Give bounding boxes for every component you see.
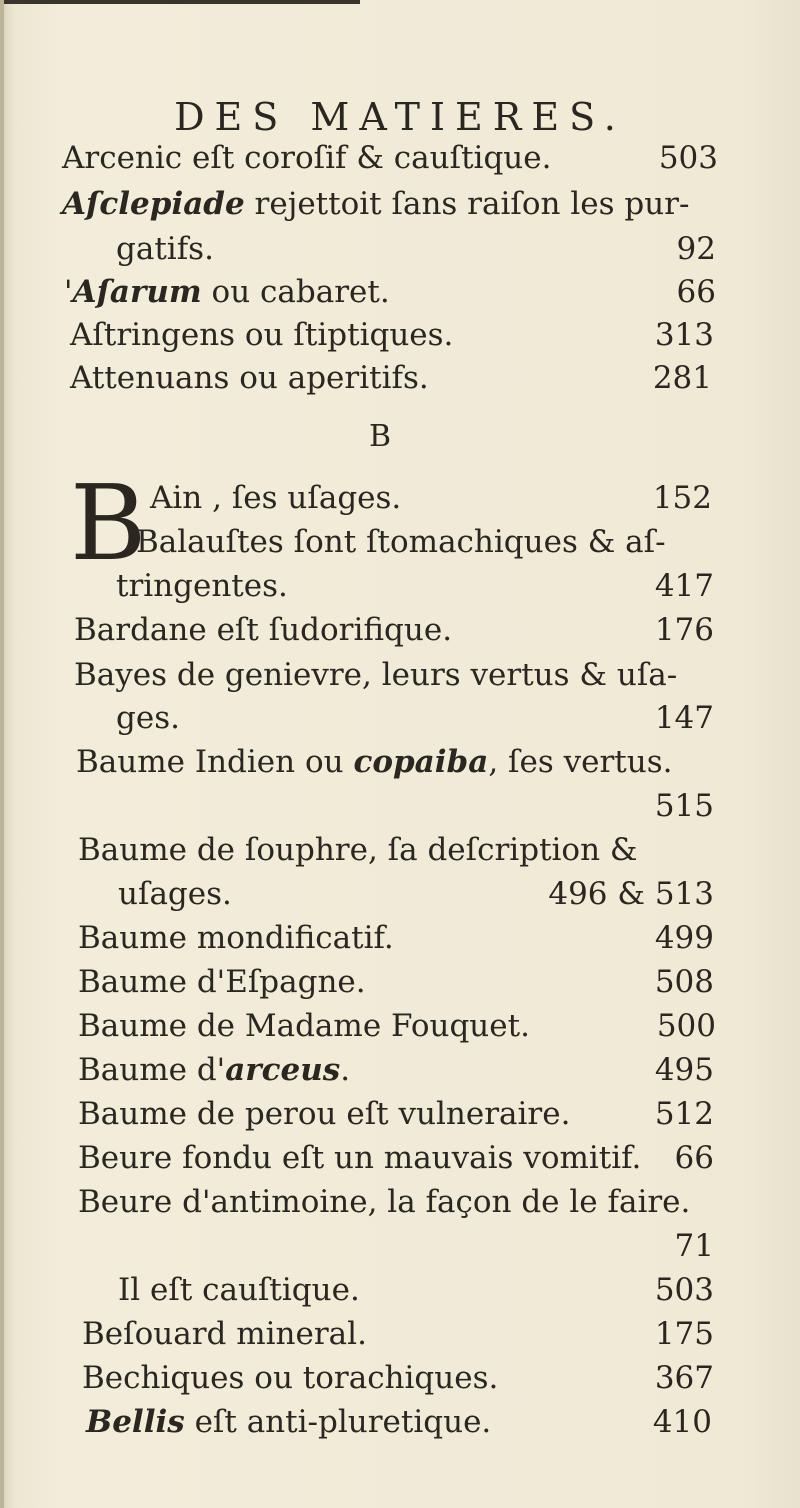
index-entry bbox=[76, 785, 714, 827]
entry-text: Attenuans ou aperitifs. bbox=[70, 360, 429, 396]
running-header: DES MATIERES. bbox=[174, 95, 626, 139]
entry-italic-text: Aſclepiade bbox=[62, 186, 245, 222]
page-number: 175 bbox=[654, 1316, 714, 1352]
entry-italic-text: arceus bbox=[225, 1052, 341, 1088]
index-entry bbox=[62, 137, 718, 179]
page-number: 313 bbox=[654, 317, 714, 353]
entry-text: uſages. bbox=[118, 876, 232, 912]
page-number: 495 bbox=[654, 1052, 714, 1088]
index-entry bbox=[78, 1049, 714, 1091]
entry-text: Baume Indien ou bbox=[76, 744, 354, 780]
page-number: 503 bbox=[658, 140, 718, 176]
page-number: 92 bbox=[676, 231, 716, 267]
index-entry bbox=[118, 873, 714, 915]
entry-text: ou cabaret. bbox=[201, 274, 390, 310]
entry-text: ges. bbox=[116, 700, 180, 736]
index-entry bbox=[78, 961, 714, 1003]
binding-edge bbox=[0, 0, 4, 1508]
entry-text: , ſes vertus. bbox=[488, 744, 673, 780]
page-number: 71 bbox=[674, 1228, 714, 1264]
entry-text: Baume de Madame Fouquet. bbox=[78, 1008, 530, 1044]
index-entry bbox=[78, 1005, 716, 1047]
entry-text: Aſtringens ou ſtiptiques. bbox=[70, 317, 454, 353]
index-entry bbox=[76, 741, 720, 783]
index-entry bbox=[86, 1401, 712, 1443]
entry-italic-text: Bellis bbox=[86, 1404, 185, 1440]
index-entry bbox=[78, 829, 718, 871]
page-number: 152 bbox=[652, 480, 712, 516]
index-entry bbox=[70, 314, 714, 356]
entry-text: Beure d'antimoine, la façon de le faire. bbox=[78, 1184, 691, 1220]
page-number: 410 bbox=[652, 1404, 712, 1440]
entry-text: Bardane eſt ſudorifique. bbox=[74, 612, 453, 648]
entry-text: Baume d' bbox=[78, 1052, 226, 1088]
entry-text: Baume mondificatif. bbox=[78, 920, 394, 956]
page-number: 176 bbox=[654, 612, 714, 648]
entry-text: Il eſt cauſtique. bbox=[118, 1272, 360, 1308]
entry-text: gatifs. bbox=[116, 231, 214, 267]
page-number: 515 bbox=[654, 788, 714, 824]
page-number: 66 bbox=[674, 1140, 714, 1176]
entry-text: . bbox=[340, 1052, 351, 1088]
entry-italic-text: Aſarum bbox=[72, 274, 202, 310]
page-number: 512 bbox=[654, 1096, 714, 1132]
index-entry bbox=[116, 565, 714, 607]
index-entry bbox=[116, 228, 716, 270]
entry-text: Baume de perou eſt vulneraire. bbox=[78, 1096, 571, 1132]
page-number: 508 bbox=[654, 964, 714, 1000]
index-entry bbox=[82, 1357, 714, 1399]
entry-text: Beure fondu eſt un mauvais vomitif. bbox=[78, 1140, 642, 1176]
entry-text: Baume de ſouphre, ſa deſcription & bbox=[78, 832, 638, 868]
page-number: 417 bbox=[654, 568, 714, 604]
entry-text: Balauſtes ſont ſtomachiques & aſ- bbox=[136, 524, 666, 560]
drop-cap: B bbox=[70, 462, 147, 584]
page-number: 503 bbox=[654, 1272, 714, 1308]
entry-text: ' bbox=[64, 274, 73, 310]
index-entry bbox=[136, 521, 720, 563]
index-entry bbox=[74, 654, 720, 696]
page-number: 281 bbox=[652, 360, 712, 396]
page-number: 367 bbox=[654, 1360, 714, 1396]
page-number: 496 & 513 bbox=[548, 876, 714, 912]
index-entry bbox=[78, 1181, 720, 1223]
entry-text: Arcenic eſt coroſif & cauſtique. bbox=[62, 140, 552, 176]
index-entry bbox=[78, 1225, 714, 1267]
entry-text: Bechiques ou torachiques. bbox=[82, 1360, 499, 1396]
index-entry bbox=[78, 1137, 714, 1179]
index-entry bbox=[150, 477, 712, 519]
index-entry bbox=[70, 357, 712, 399]
index-entry bbox=[74, 609, 714, 651]
entry-italic-text: copaiba bbox=[353, 744, 489, 780]
page-number: 66 bbox=[676, 274, 716, 310]
page-number: 147 bbox=[654, 700, 714, 736]
index-entry bbox=[118, 1269, 714, 1311]
entry-text: Baume d'Eſpagne. bbox=[78, 964, 366, 1000]
index-entry bbox=[64, 271, 716, 313]
page-number: 499 bbox=[654, 920, 714, 956]
page-edge-line bbox=[0, 0, 360, 4]
index-entry bbox=[116, 697, 714, 739]
index-entry bbox=[78, 917, 714, 959]
index-entry bbox=[78, 1093, 714, 1135]
entry-text: eſt anti-pluretique. bbox=[184, 1404, 492, 1440]
section-letter-b: B bbox=[368, 419, 392, 454]
entry-text: Bayes de genievre, leurs vertus & uſa- bbox=[74, 657, 678, 693]
page-number: 500 bbox=[656, 1008, 716, 1044]
entry-text: Beſouard mineral. bbox=[82, 1316, 367, 1352]
index-entry bbox=[62, 183, 720, 225]
entry-text: rejettoit ſans raiſon les pur- bbox=[244, 186, 690, 222]
entry-text: Ain , ſes uſages. bbox=[150, 480, 402, 516]
entry-text: tringentes. bbox=[116, 568, 288, 604]
index-entry bbox=[82, 1313, 714, 1355]
